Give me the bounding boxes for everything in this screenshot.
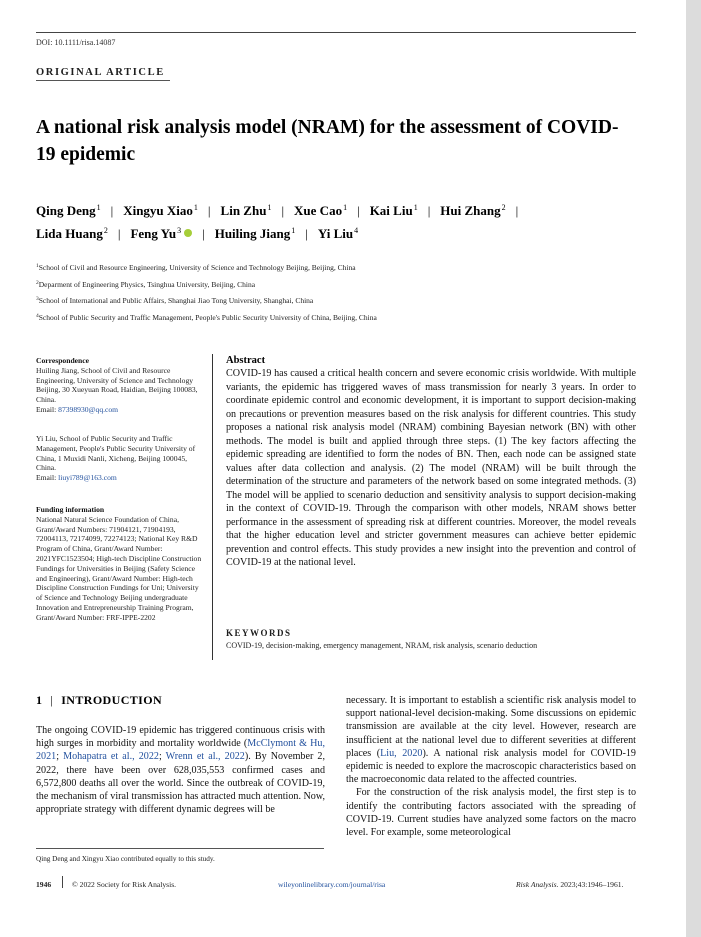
keywords-list: COVID-19, decision-making, emergency management, NRAM, risk analysis, scenario deduction — [226, 641, 538, 650]
intro-paragraph: The ongoing COVID-19 epidemic has triggered continuous crisis with high surges in morbidity and mortality worldwide (McClymont & Hu, 2021; Mohapatra et al., 2022; Wrenn et al., 2022). By November 2, 2022, there have been over 628,035,553 confirmed cases and 6,572,800 deaths all over the world. Since the outbreak of COVID-19, the mechanism of viral transmission has attracted much attention. Now, appropriate strategy with different dynamic degrees will be — [36, 725, 325, 816]
author[interactable]: Yi Liu$^4$ — [317, 226, 359, 241]
abstract-divider — [212, 354, 213, 660]
viewer-background — [686, 0, 701, 937]
citation-link[interactable]: Mohapatra et al., 2022 — [63, 751, 159, 763]
author[interactable]: Kai Liu$^1$ — [369, 203, 418, 218]
footer-divider — [62, 876, 63, 888]
header-rule — [36, 32, 636, 33]
author[interactable]: Qing Deng$^1$ — [36, 203, 101, 218]
correspondence-address-2: Yi Liu, School of Public Security and Traffic Management, People's Public Security University of China, 1 Muxidi Nanli, Xicheng, Beijing 100045, China. — [36, 434, 196, 473]
affiliation: $^3$School of International and Public Affairs, Shanghai Jiao Tong University, Shanghai, China — [36, 296, 314, 305]
correspondence-block — [36, 356, 206, 415]
email-link[interactable]: 87398930@qq.com — [58, 404, 119, 414]
author-list — [36, 198, 646, 244]
footnote: Qing Deng and Xingyu Xiao contributed equally to this study. — [36, 855, 215, 863]
abstract-text: COVID-19 has caused a critical health concern and severe economic crisis worldwide. With multiple variants, the epidemic has triggered waves of mass transmission for nearly 3 years. In order to coordinate epidemic control and economic development, it is important to support decision-making on precautions or prevention measures based on the risk analysis for different countries. This study proposes a national risk analysis model (NRAM) combining Bayesian network (BN) with other methods. The model is built and applied through three steps. (1) The key factors affecting the epidemic spreading are identified to form the nodes of BN. Then, each node can be assigned state values after data collection and analysis. (2) The model (NRAM) will be built through the determination of the structure and parameters of the network based on some integrated methods. (3) The model will be applied to scenario deduction and sensitivity analysis to support decision-making in the context of COVID-19. Through the comparison with other models, NRAM shows better performance in the assessment of spreading risk at different countries. Moreover, the model reveals that the higher education level and stricter government measures can achieve better epidemic prevention and control effects. This study provides a new insight into the prevention and control of COVID-19 at the national level. — [226, 368, 636, 568]
page-number: 1946 — [36, 880, 52, 889]
intro-paragraph: For the construction of the risk analysis model, the first step is to identify the contributing factors associated with the spreading of COVID-19. Current studies have analyzed some factors on the macro level. For example, some meteorological — [346, 787, 636, 839]
citation-link[interactable]: Liu, 2020 — [380, 747, 423, 759]
author[interactable]: Feng Yu$^3$ — [130, 226, 192, 241]
abstract-heading: Abstract — [226, 355, 266, 366]
citation-link[interactable]: McClymont & Hu, 2021 — [36, 738, 325, 763]
intro-paragraph: necessary. It is important to establish a scientific risk analysis model to support national-level decision-making. Some discussions on epidemic transmission are available at the city level. However, research are insufficient at the national level due to different severities at different places (Liu, 2020). A national risk analysis model for COVID-19 epidemic is needed to explore the macroscopic characteristics based on the macroeconomic data related to the affected countries. — [346, 695, 636, 786]
author[interactable]: Lida Huang$^2$ — [36, 226, 108, 241]
affiliation: $^2$Deparment of Engineering Physics, Tsinghua University, Beijing, China — [36, 280, 256, 289]
affiliation: $^4$School of Public Security and Traffic Management, People's Public Security University of China, Beijing, China — [36, 313, 377, 322]
article-type: ORIGINAL ARTICLE — [36, 67, 165, 78]
footnote-rule — [36, 848, 324, 849]
citation-link[interactable]: Wrenn et al., 2022 — [165, 751, 245, 763]
article-type-rule — [36, 80, 170, 81]
funding-label: Funding information — [36, 505, 105, 514]
email-link[interactable]: liuyi789@163.com — [58, 473, 117, 483]
affiliation: $^1$School of Civil and Resource Engineering, University of Science and Technology Beijing, Beijing, China — [36, 263, 356, 272]
author[interactable]: Lin Zhu$^1$ — [220, 203, 272, 218]
author[interactable]: Xingyu Xiao$^1$ — [123, 203, 198, 218]
intro-left-column — [36, 724, 325, 816]
correspondence-email-1: Email: 87398930@qq.com — [36, 404, 119, 414]
orcid-icon[interactable] — [184, 229, 192, 237]
paper-title: A national risk analysis model (NRAM) for the assessment of COVID-19 epidemic — [36, 117, 619, 165]
doi[interactable]: DOI: 10.1111/risa.14087 — [36, 38, 116, 47]
journal-link[interactable]: wileyonlinelibrary.com/journal/risa — [278, 880, 386, 889]
author[interactable]: Xue Cao$^1$ — [294, 203, 348, 218]
correspondence-email-2: Email: liuyi789@163.com — [36, 473, 117, 483]
author-line-1: Qing Deng$^1$ | Xingyu Xiao$^1$ | Lin Zhu$^1$ | Xue Cao$^1$ | Kai Liu$^1$ | Hui Zhang$^2$ | — [36, 203, 519, 218]
funding-text: National Natural Science Foundation of China, Grant/Award Numbers: 71904121, 71904193, 72004113, 72174099, 72274123; National Key R&D Program of China, Grant/Award Number: 2021YFC1523504; High-tech Discipline Construction Fundings for Universities in Beijing (Safety Science and Engineering), Grant/Award Number: High-tech Discipline Construction Fundings for Uni; University of Science and Technology Beijing undergraduate Innovation and Entrepreneurship Training Program, Grant/Award Number: FRF-IPPE-2202 — [36, 514, 202, 622]
section-heading: 1 | INTRODUCTION — [36, 693, 163, 707]
funding-block — [36, 505, 206, 623]
correspondence-block-2 — [36, 434, 206, 483]
author-line-2: Lida Huang$^2$ | Feng Yu$^3$ | Huiling Jiang$^1$ | Yi Liu$^4$ — [36, 226, 359, 241]
author[interactable]: Huiling Jiang$^1$ — [214, 226, 296, 241]
intro-right-column — [346, 694, 636, 839]
correspondence-address-1: Huiling Jiang, School of Civil and Resource Engineering, University of Science and Technology Beijing, 30 Xueyuan Road, Haidian, Beijing 100083, China. — [36, 365, 198, 405]
correspondence-label: Correspondence — [36, 356, 90, 365]
author[interactable]: Hui Zhang$^2$ — [440, 203, 506, 218]
keywords-heading: KEYWORDS — [226, 628, 292, 638]
journal-citation: Risk Analysis. 2023;43:1946–1961. — [516, 880, 624, 889]
copyright: © 2022 Society for Risk Analysis. — [72, 880, 177, 889]
